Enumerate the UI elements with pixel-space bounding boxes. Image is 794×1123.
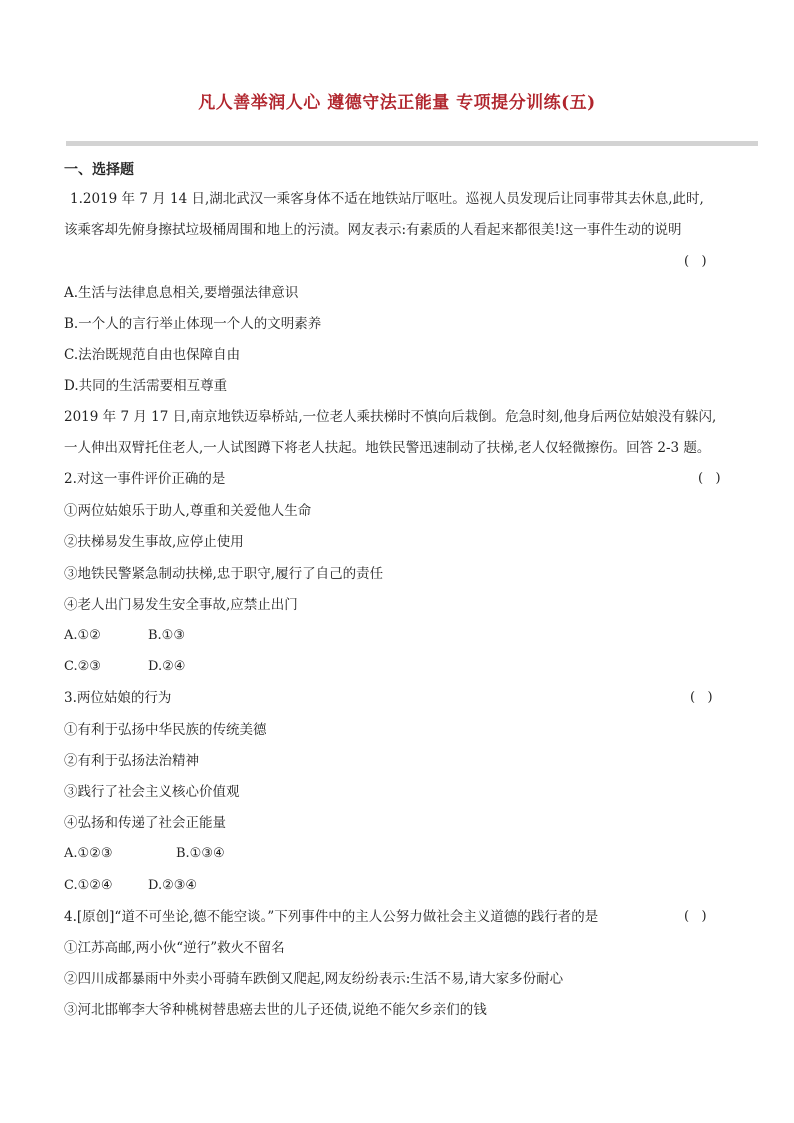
q2-stem: 2.对这一事件评价正确的是: [64, 471, 226, 487]
material-line1: 2019 年 7 月 17 日,南京地铁迈皋桥站,一位老人乘扶梯时不慎向后栽倒。危急时刻,他身后两位姑娘没有躲闪,: [64, 409, 717, 425]
q2-options-row-1: [64, 626, 185, 646]
q2-option-b: B.①③: [148, 628, 185, 643]
section-heading: 一、选择题: [64, 162, 134, 178]
q2-answer-paren: ( ): [698, 471, 721, 486]
q1-option-a: A.生活与法律息息相关,要增强法律意识: [64, 285, 299, 301]
q2-item-1: ①两位姑娘乐于助人,尊重和关爱他人生命: [64, 503, 312, 519]
q3-item-4: ④弘扬和传递了社会正能量: [64, 815, 226, 831]
q2-option-a: A.①②: [64, 628, 101, 643]
q3-options-row-2: [64, 876, 198, 896]
q4-stem: 4.[原创]“道不可坐论,德不能空谈。”下列事件中的主人公努力做社会主义道德的践行者的是: [64, 909, 599, 925]
q2-item-3: ③地铁民警紧急制动扶梯,忠于职守,履行了自己的责任: [64, 566, 384, 582]
q2-options-row-2: [64, 657, 186, 677]
q1-stem-line1: 1.2019 年 7 月 14 日,湖北武汉一乘客身体不适在地铁站厅呕吐。巡视人员发现后让同事带其去休息,此时,: [70, 191, 704, 207]
q2-option-d: D.②④: [148, 659, 186, 674]
q2-option-c: C.②③: [64, 659, 101, 674]
q2-item-4: ④老人出门易发生安全事故,应禁止出门: [64, 597, 298, 613]
q2-item-2: ②扶梯易发生事故,应停止使用: [64, 534, 244, 550]
q3-item-3: ③践行了社会主义核心价值观: [64, 784, 240, 800]
q3-item-1: ①有利于弘扬中华民族的传统美德: [64, 722, 267, 738]
q4-item-1: ①江苏高邮,两小伙“逆行”救火不留名: [64, 940, 285, 956]
q1-answer-paren: ( ): [684, 254, 707, 269]
q3-stem: 3.两位姑娘的行为: [64, 690, 172, 706]
q1-option-c: C.法治既规范自由也保障自由: [64, 347, 241, 363]
q3-answer-paren: ( ): [690, 690, 713, 705]
q3-option-a: A.①②③: [64, 846, 113, 861]
q3-option-c: C.①②④: [64, 878, 113, 893]
q4-item-3: ③河北邯郸李大爷种桃树替患癌去世的儿子还债,说绝不能欠乡亲们的钱: [64, 1002, 487, 1018]
q3-options-row-1: [64, 844, 225, 864]
q3-item-2: ②有利于弘扬法治精神: [64, 753, 199, 769]
q1-stem-line2: 该乘客却先俯身擦拭垃圾桶周围和地上的污渍。网友表示:有素质的人看起来都很美!这一事件生动的说明: [64, 222, 682, 238]
q1-option-b: B.一个人的言行举止体现一个人的文明素养: [64, 316, 322, 332]
q3-option-b: B.①③④: [176, 846, 225, 861]
title-divider: [66, 141, 758, 146]
q4-answer-paren: ( ): [684, 909, 707, 924]
q3-option-d: D.②③④: [148, 878, 198, 893]
q1-option-d: D.共同的生活需要相互尊重: [64, 378, 228, 394]
page-title: 凡人善举润人心 遵德守法正能量 专项提分训练(五): [198, 93, 596, 113]
material-line2: 一人伸出双臂托住老人,一人试图蹲下将老人扶起。地铁民警迅速制动了扶梯,老人仅轻微擦伤。回答 2-3 题。: [64, 440, 711, 456]
q4-item-2: ②四川成都暴雨中外卖小哥骑车跌倒又爬起,网友纷纷表示:生活不易,请大家多份耐心: [64, 971, 564, 987]
